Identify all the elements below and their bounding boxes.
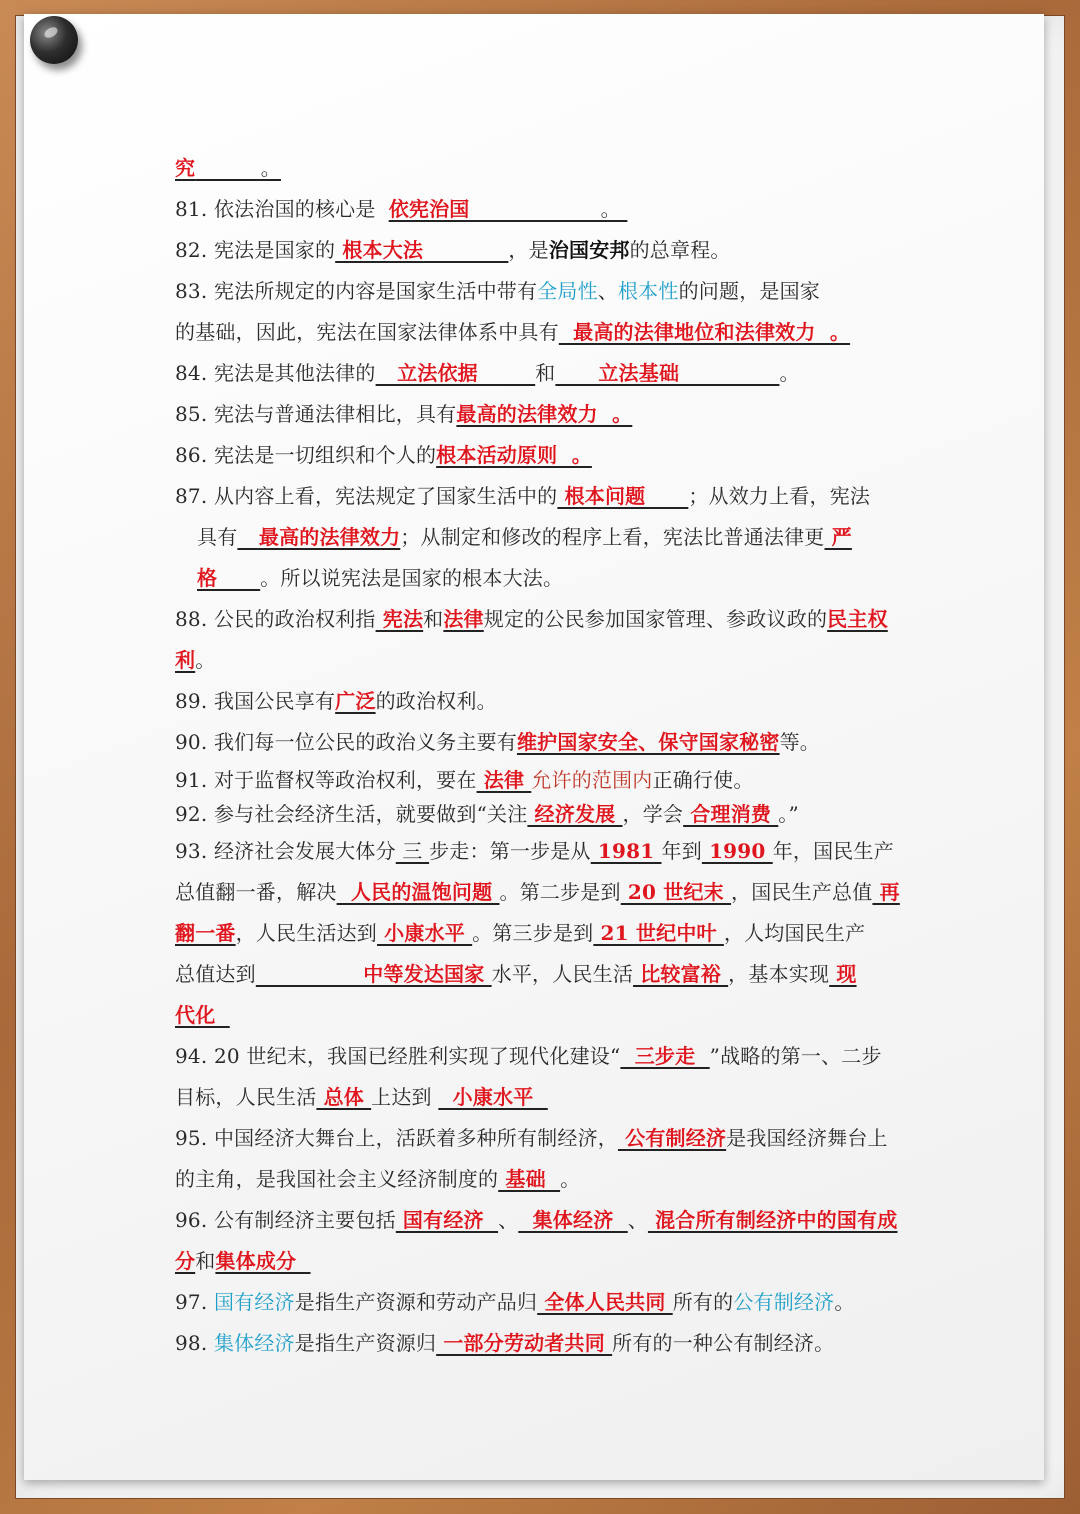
text-line-l96a [175, 1200, 907, 1241]
text-line-l81 [175, 189, 907, 230]
body-text: 88. 公民的政治权利指 [175, 607, 376, 631]
document-body [175, 148, 907, 1364]
body-text: 85. 宪法与普通法律相比，具有 [175, 402, 457, 426]
answer-text: 究 [175, 156, 196, 180]
text-line-l86 [175, 435, 907, 476]
body-text: ，人均国民生产 [723, 921, 866, 945]
answer-text: 根本问题 [557, 484, 689, 508]
body-text: 90. 我们每一位公民的政治义务主要有 [175, 730, 517, 754]
body-text: 三 [395, 839, 430, 863]
keyword-text: 集体经济 [213, 1331, 295, 1355]
body-text: 81. 依法治国的核心是 [175, 197, 389, 221]
answer-text: 分 [175, 1249, 196, 1273]
body-text: 。 [195, 156, 281, 180]
body-text: ，是 [508, 238, 549, 262]
text-line-l96b [175, 1241, 907, 1282]
body-text: ；从效力上看，宪法 [688, 484, 871, 508]
answer-text: 法律 [443, 607, 484, 631]
body-text: 96. 公有制经济主要包括 [175, 1208, 396, 1232]
answer-text: 小康水平 [377, 921, 473, 945]
answer-text: 再 [872, 880, 900, 904]
body-text: 年，国民生产 [772, 839, 894, 863]
body-text: 91. 对于监督权等政治权利，要在 [175, 768, 477, 792]
body-text: 、 [627, 1208, 648, 1232]
keyword-text: 公有制经济 [733, 1290, 835, 1314]
body-text: 允许的范围内 [531, 768, 653, 792]
body-text: 。 [779, 361, 800, 385]
answer-text: 20 世纪末 [620, 880, 732, 904]
body-text: 等。 [779, 730, 820, 754]
body-text: 是我国经济舞台上 [726, 1126, 888, 1150]
answer-text: 经济发展 [527, 802, 623, 826]
text-line-l83a [175, 271, 907, 312]
answer-text: 总体 [316, 1085, 372, 1109]
body-text: 97. [175, 1290, 214, 1314]
body-text: 的问题，是国家 [678, 279, 820, 303]
body-text: 总值翻一番，解决 [175, 880, 337, 904]
keyword-text: 全局性 [537, 279, 598, 303]
answer-text: 广泛 [335, 689, 376, 713]
text-line-l94b [175, 1077, 907, 1118]
body-text: 84. 宪法是其他法律的 [175, 361, 376, 385]
text-line-l90 [175, 722, 907, 763]
text-line-l97 [175, 1282, 907, 1323]
answer-text: 翻一番 [175, 921, 236, 945]
answer-text: 最高的法律效力 [237, 525, 401, 549]
body-text: 是指生产资源和劳动产品归 [294, 1290, 538, 1314]
answer-text: 基础 [498, 1167, 561, 1191]
body-text: 94. 20 世纪末，我国已经胜利实现了现代化建设“ [175, 1044, 621, 1068]
body-text: 。 [469, 197, 628, 221]
text-line-l82 [175, 230, 907, 271]
body-text: 86. 宪法是一切组织和个人的 [175, 443, 437, 467]
body-text: 目标，人民生活 [175, 1085, 317, 1109]
body-text: 。第三步是到 [472, 921, 594, 945]
answer-text: 集体经济 [518, 1208, 628, 1232]
body-text: 上达到 [371, 1085, 439, 1109]
body-text: 的政治权利。 [375, 689, 497, 713]
text-line-l95a [175, 1118, 907, 1159]
body-text: 。 [834, 1290, 855, 1314]
answer-text: 国有经济 [395, 1208, 499, 1232]
body-text: 的总章程。 [629, 238, 731, 262]
text-line-l89 [175, 681, 907, 722]
answer-text: 混合所有制经济中的国有成 [647, 1208, 898, 1232]
body-text: 所有的一种公有制经济。 [612, 1331, 835, 1355]
body-text: 。所以说宪法是国家的根本大法。 [260, 566, 564, 590]
answer-text: 公有制经济 [617, 1126, 727, 1150]
text-line-l88b [175, 640, 907, 681]
body-text: 。 [560, 1167, 581, 1191]
text-line-l92 [175, 797, 907, 831]
body-text: 、 [597, 279, 618, 303]
answer-text: 民主权 [827, 607, 888, 631]
answer-text: 最高的法律地位和法律效力 。 [558, 320, 851, 344]
answer-text: 全体人民共同 [537, 1290, 673, 1314]
body-text: 92. 参与社会经济生活，就要做到“关注 [175, 802, 528, 826]
body-text: 95. 中国经济大舞台上，活跃着多种所有制经济， [175, 1126, 618, 1150]
text-line-l87b [175, 517, 907, 558]
body-text: 93. 经济社会发展大体分 [175, 839, 396, 863]
text-line-l0 [175, 148, 907, 189]
text-line-l87c [175, 558, 907, 599]
answer-text: 中等发达国家 [255, 962, 492, 986]
answer-text: 维护国家安全、保守国家秘密 [516, 730, 780, 754]
body-text: ，国民生产总值 [731, 880, 873, 904]
body-text: 正确行使。 [652, 768, 754, 792]
answer-text: 利 [175, 648, 196, 672]
body-text: 。” [778, 802, 799, 826]
answer-text: 代化 [175, 1003, 230, 1027]
body-text: 的主角，是我国社会主义经济制度的 [175, 1167, 499, 1191]
text-line-l85 [175, 394, 907, 435]
answer-text: 法律 [476, 768, 532, 792]
text-line-l88a [175, 599, 907, 640]
text-line-l93a [175, 831, 907, 872]
answer-text: 三步走 [620, 1044, 710, 1068]
body-text: 步走：第一步是从 [429, 839, 591, 863]
body-text: 98. [175, 1331, 214, 1355]
answer-text: 根本大法 [335, 238, 424, 262]
text-line-l94a [175, 1036, 907, 1077]
answer-text: 1981 [590, 839, 662, 863]
answer-text: 格 [197, 566, 261, 590]
body-text: ，基本实现 [728, 962, 830, 986]
answer-text: 人民的温饱问题 [336, 880, 500, 904]
text-line-l93c [175, 913, 907, 954]
body-text: ，学会 [622, 802, 684, 826]
body-text: 年到 [661, 839, 702, 863]
answer-text: 现 [829, 962, 857, 986]
body-text: 治国安邦 [548, 238, 630, 262]
body-text: 规定的公民参加国家管理、参政议政的 [483, 607, 828, 631]
body-text: 所有的 [672, 1290, 734, 1314]
body-text: 83. 宪法所规定的内容是国家生活中带有 [175, 279, 538, 303]
text-line-l95b [175, 1159, 907, 1200]
body-text: ；从制定和修改的程序上看，宪法比普通法律更 [400, 525, 825, 549]
body-text: 89. 我国公民享有 [175, 689, 336, 713]
body-text: 具有 [197, 525, 238, 549]
body-text [423, 238, 508, 262]
body-text: 、 [498, 1208, 519, 1232]
text-line-l93d [175, 954, 907, 995]
answer-text: 严 [824, 525, 852, 549]
body-text: 总值达到 [175, 962, 256, 986]
answer-text: 最高的法律效力 。 [456, 402, 633, 426]
answer-text: 根本活动原则 。 [436, 443, 592, 467]
pushpin-icon [30, 16, 78, 64]
body-text: 。第二步是到 [499, 880, 621, 904]
text-line-l93e [175, 995, 907, 1036]
body-text: 82. 宪法是国家的 [175, 238, 336, 262]
keyword-text: 国有经济 [213, 1290, 295, 1314]
text-line-l84 [175, 353, 907, 394]
body-text: 的基础，因此，宪法在国家法律体系中具有 [175, 320, 559, 344]
body-text: 和 [535, 361, 556, 385]
body-text: 是指生产资源归 [294, 1331, 437, 1355]
answer-text: 1990 [701, 839, 773, 863]
text-line-l98 [175, 1323, 907, 1364]
answer-text: 集体成分 [215, 1249, 311, 1273]
answer-text: 合理消费 [683, 802, 779, 826]
body-text: 87. 从内容上看，宪法规定了国家生活中的 [175, 484, 558, 508]
answer-text: 比较富裕 [633, 962, 729, 986]
body-text: 和 [195, 1249, 216, 1273]
text-line-l91 [175, 763, 907, 797]
answer-text: 立法依据 [375, 361, 536, 385]
text-line-l83b [175, 312, 907, 353]
text-line-l93b [175, 872, 907, 913]
answer-text: 21 世纪中叶 [593, 921, 724, 945]
body-text: ”战略的第一、二步 [709, 1044, 882, 1068]
answer-text: 一部分劳动者共同 [436, 1331, 613, 1355]
text-line-l87a [175, 476, 907, 517]
answer-text: 小康水平 [438, 1085, 548, 1109]
answer-text: 宪法 [375, 607, 424, 631]
answer-text: 依宪治国 [388, 197, 470, 221]
body-text: 。 [195, 648, 216, 672]
body-text: 水平，人民生活 [491, 962, 634, 986]
body-text: ，人民生活达到 [235, 921, 378, 945]
answer-text: 立法基础 [555, 361, 780, 385]
body-text: 和 [423, 607, 444, 631]
keyword-text: 根本性 [617, 279, 679, 303]
